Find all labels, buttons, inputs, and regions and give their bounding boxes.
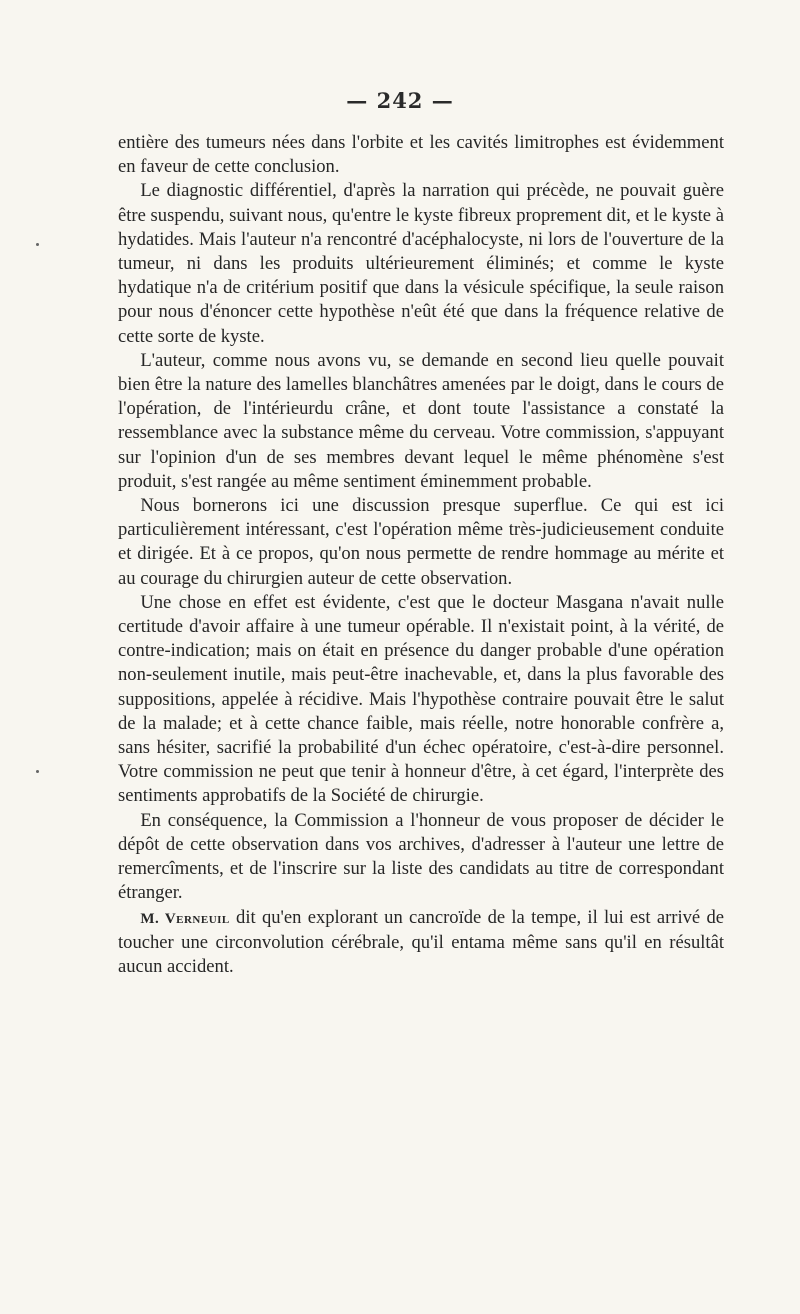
paragraph-lamelles: L'auteur, comme nous avons vu, se demande en second lieu quelle pouvait bien être la nature des lamelles blanchâtres amenées par le doigt, dans le cours de l'opération, de l'intérieurdu crâne, et dont toute l'assistance a constaté la ressemblance avec la substance même du cerveau. Votre commission, s'appuyant sur l'opinion d'un de ses membres devant lequel le même phénomène s'est produit, s'est rangée au même sentiment éminemment probable.	[118, 349, 724, 492]
speaker-name: M. Verneuil	[140, 910, 230, 927]
margin-mark-upper	[36, 243, 39, 246]
page-number: — 242 —	[346, 88, 454, 113]
verneuil-remark: dit qu'en explorant un cancroïde de la tempe, il lui est arrivé de toucher une circonvolution cérébrale, qu'il entama même sans qu'il en résultât aucun accident.	[118, 906, 725, 977]
paragraph-verneuil	[118, 906, 724, 980]
paragraph-discussion: Nous bornerons ici une discussion presque superflue. Ce qui est ici particulièrement intéressant, c'est l'opération même très-judicieusement conduite et dirigée. Et à ce propos, qu'on nous permette de rendre hommage au mérite et au courage du chirurgien auteur de cette observation.	[118, 495, 724, 589]
paragraph-masgana: Une chose en effet est évidente, c'est que le docteur Masgana n'avait nulle certitude d'avoir affaire à une tumeur opérable. Il n'existait point, à la vérité, de contre-indication; mais on était en présence du danger probable d'une opération non-seulement inutile, mais peut-être inachevable, et, dans la plus favorable des suppositions, appelée à récidive. Mais l'hypothèse contraire pouvait être le salut de la malade; et à cette chance faible, mais réelle, notre honorable confrère a, sans hésiter, sacrifié la probabilité d'un échec opératoire, c'est-à-dire personnel. Votre commission ne peut que tenir à honneur d'être, à cet égard, l'interprète des sentiments approbatifs de la Société de chirurgie.	[118, 591, 724, 807]
paragraph-continuation: entière des tumeurs nées dans l'orbite et les cavités limitrophes est évidemment en faveur de cette conclusion.	[118, 132, 724, 178]
paragraph-diagnostic: Le diagnostic différentiel, d'après la narration qui précède, ne pouvait guère être suspendu, suivant nous, qu'entre le kyste fibreux proprement dit, et le kyste à hydatides. Mais l'auteur n'a rencontré d'acéphalocyste, ni lors de l'ouverture de la tumeur, ni dans les produits ultérieurement éliminés; et comme le kyste hydatique n'a de critérium positif que dans la vésicule spécifique, la seule raison pour nous d'énoncer cette hypothèse n'eût été que dans la fréquence relative de cette sorte de kyste.	[118, 180, 724, 347]
paragraph-conclusion: En conséquence, la Commission a l'honneur de vous proposer de décider le dépôt de cette observation dans vos archives, d'adresser à l'auteur une lettre de remercîments, et de l'inscrire sur la liste des candidats au titre de correspondant étranger.	[118, 809, 724, 904]
margin-mark-lower	[36, 770, 39, 773]
body-text	[118, 131, 724, 979]
